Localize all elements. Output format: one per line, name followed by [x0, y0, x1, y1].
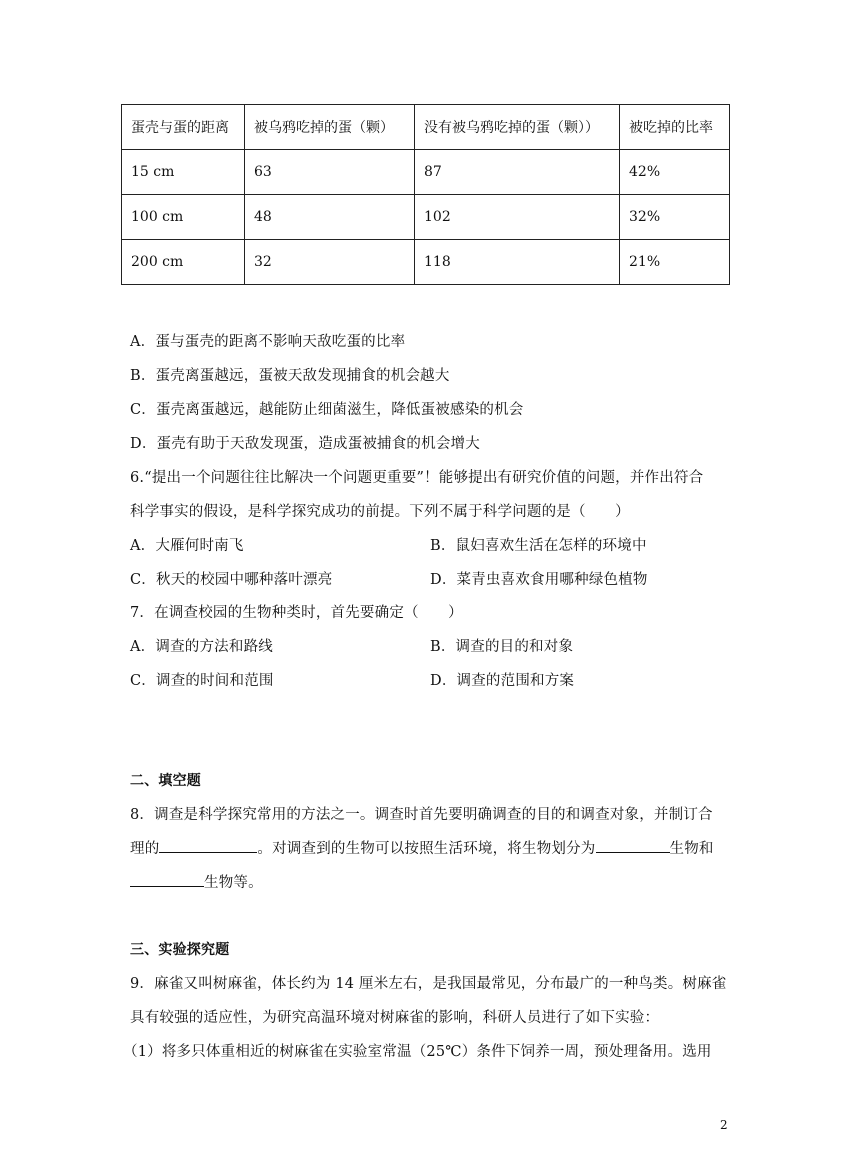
table-header-cell: 蛋壳与蛋的距离	[122, 105, 245, 150]
table-cell: 32	[245, 240, 415, 285]
table-cell: 87	[415, 150, 620, 195]
table-row	[122, 150, 730, 195]
table-row	[122, 240, 730, 285]
q8-line3	[130, 871, 263, 892]
q6-option-a: A．大雁何时南飞	[130, 538, 244, 554]
table-header-cell: 被吃掉的比率	[620, 105, 730, 150]
q8-text: 理的	[130, 841, 160, 857]
table-cell: 42%	[620, 150, 730, 195]
answer-blank[interactable]	[596, 838, 670, 853]
q6-option-b: B．鼠妇喜欢生活在怎样的环境中	[430, 538, 647, 554]
q9-line1: 9．麻雀又叫树麻雀，体长约为 14 厘米左右，是我国最常见，分布最广的一种鸟类。树麻雀	[130, 976, 727, 992]
q5-option-b: B．蛋壳离蛋越远，蛋被天敌发现捕食的机会越大	[130, 368, 450, 384]
q8-line1: 8．调查是科学探究常用的方法之一。调查时首先要明确调查的目的和调查对象，并制订合	[130, 807, 713, 823]
q8-text: 生物等。	[204, 875, 263, 891]
q7-option-b: B．调查的目的和对象	[430, 639, 574, 655]
q6-stem-line2: 科学事实的假设，是科学探究成功的前提。下列不属于科学问题的是（ ）	[130, 504, 630, 520]
q7-option-d: D．调查的范围和方案	[430, 673, 575, 689]
table-cell: 32%	[620, 195, 730, 240]
q8-text: 。对调查到的生物可以按照生活环境，将生物划分为	[257, 841, 596, 857]
page-number: 2	[720, 1118, 728, 1132]
q5-option-c: C．蛋壳离蛋越远，越能防止细菌滋生，降低蛋被感染的机会	[130, 402, 524, 418]
section-heading-experiment: 三、实验探究题	[130, 942, 230, 958]
table-row	[122, 195, 730, 240]
section-heading-fill-in: 二、填空题	[130, 773, 201, 789]
answer-blank[interactable]	[159, 838, 257, 853]
q7-option-a: A．调查的方法和路线	[130, 639, 273, 655]
table-cell: 15 cm	[122, 150, 245, 195]
q6-stem-line1: 6.“提出一个问题往往比解决一个问题更重要”！能够提出有研究价值的问题，并作出符合	[130, 470, 704, 486]
q8-text: 生物和	[669, 841, 714, 857]
answer-blank[interactable]	[130, 872, 204, 887]
q7-option-c: C．调查的时间和范围	[130, 673, 274, 689]
q6-option-d: D．菜青虫喜欢食用哪种绿色植物	[430, 572, 648, 588]
table-cell: 100 cm	[122, 195, 245, 240]
table-cell: 118	[415, 240, 620, 285]
table-cell: 48	[245, 195, 415, 240]
q7-stem: 7．在调查校园的生物种类时，首先要确定（ ）	[130, 605, 463, 621]
table-cell: 63	[245, 150, 415, 195]
q9-line3: （1）将多只体重相近的树麻雀在实验室常温（25℃）条件下饲养一周，预处理备用。选用	[123, 1044, 712, 1060]
table-cell: 200 cm	[122, 240, 245, 285]
table-header-row	[122, 105, 730, 150]
q5-option-d: D．蛋壳有助于天敌发现蛋，造成蛋被捕食的机会增大	[130, 436, 480, 452]
q8-line2	[130, 837, 714, 858]
q9-line2: 具有较强的适应性，为研究高温环境对树麻雀的影响，科研人员进行了如下实验：	[130, 1010, 660, 1026]
egg-data-table	[121, 104, 730, 285]
table-header-cell: 没有被乌鸦吃掉的蛋（颗））	[415, 105, 620, 150]
table-header-cell: 被乌鸦吃掉的蛋（颗）	[245, 105, 415, 150]
table-cell: 21%	[620, 240, 730, 285]
q6-option-c: C．秋天的校园中哪种落叶漂亮	[130, 572, 333, 588]
table-cell: 102	[415, 195, 620, 240]
q5-option-a: A．蛋与蛋壳的距离不影响天敌吃蛋的比率	[130, 334, 406, 350]
